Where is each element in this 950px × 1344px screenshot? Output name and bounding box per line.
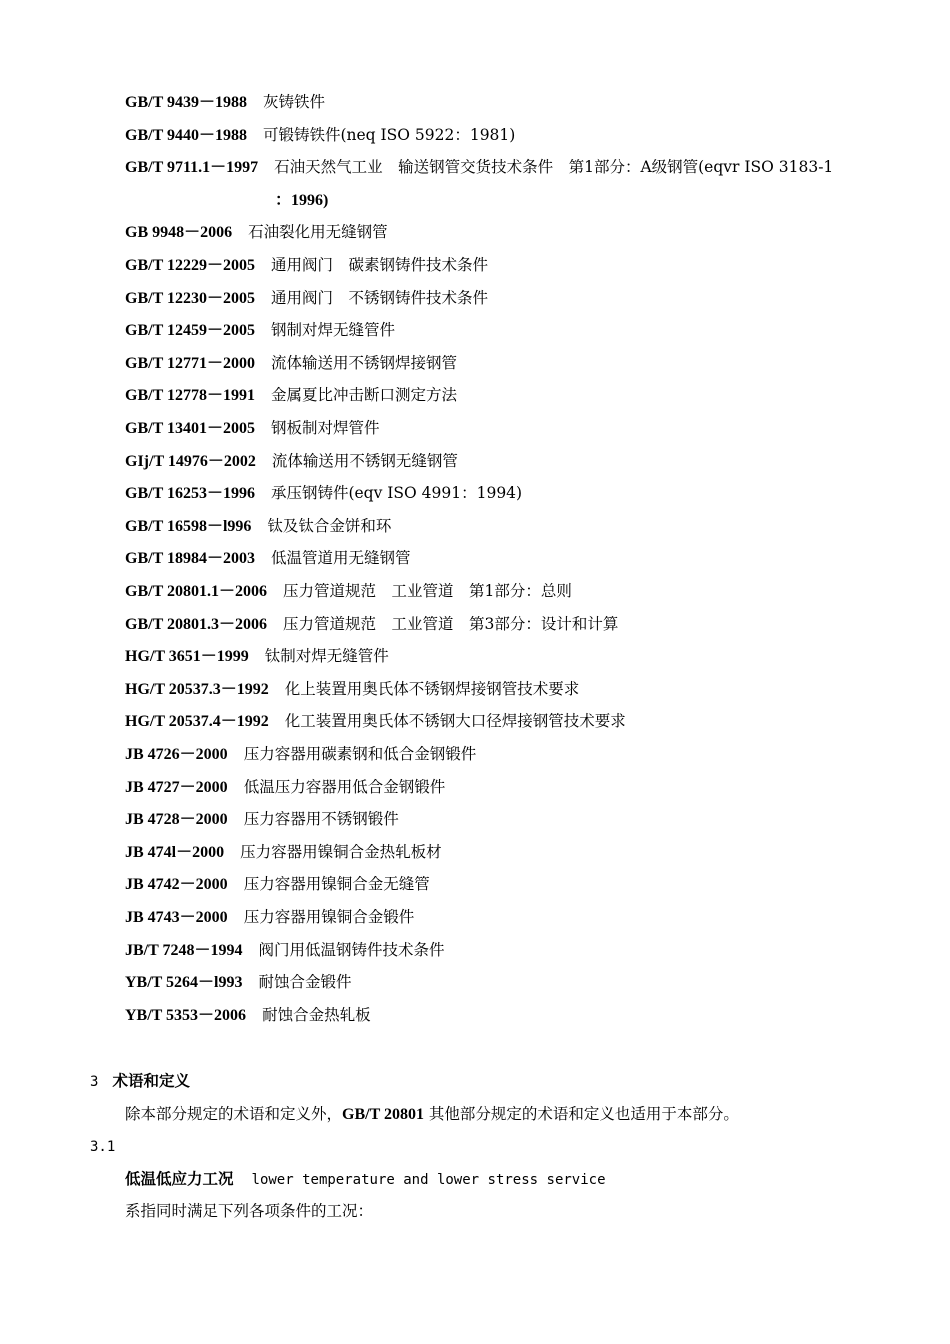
reference-item xyxy=(125,255,488,276)
reference-code: HG/T 20537.4－1992 xyxy=(125,713,269,730)
reference-code: HG/T 20537.3－1992 xyxy=(125,681,269,698)
section-intro xyxy=(125,1104,739,1125)
reference-title: 金属夏比冲击断口测定方法 xyxy=(270,386,457,404)
term-definition: 系指同时满足下列各项条件的工况： xyxy=(125,1202,374,1220)
reference-item xyxy=(125,581,572,602)
section-title: 术语和定义 xyxy=(112,1071,190,1090)
intro-standard-code: GB/T 20801 xyxy=(342,1106,424,1123)
reference-title: 耐蚀合金热轧板 xyxy=(262,1006,371,1024)
reference-item xyxy=(125,907,414,928)
reference-code: JB 4727－2000 xyxy=(125,779,228,796)
reference-item xyxy=(125,874,430,895)
reference-item xyxy=(125,516,391,537)
reference-item xyxy=(125,646,389,667)
reference-code: GB/T 20801.3－2006 xyxy=(125,616,267,633)
reference-code: GB/T 12771－2000 xyxy=(125,355,255,372)
reference-title: 钢制对焊无缝管件 xyxy=(270,321,395,339)
reference-item xyxy=(125,679,579,700)
reference-code: GB/T 12229－2005 xyxy=(125,257,255,274)
reference-title: 流体输送用不锈钢无缝钢管 xyxy=(271,452,458,470)
reference-title: 阀门用低温钢铸件技术条件 xyxy=(258,941,445,959)
reference-code: GB/T 16253－1996 xyxy=(125,485,255,502)
reference-item xyxy=(125,92,325,113)
reference-code: JB 4728－2000 xyxy=(125,811,228,828)
reference-title: 灰铸铁件 xyxy=(262,93,325,111)
reference-item xyxy=(125,451,458,472)
reference-code: JB 4743－2000 xyxy=(125,909,228,926)
reference-code: JB 4742－2000 xyxy=(125,876,228,893)
reference-title: 钛及钛合金饼和环 xyxy=(267,517,392,535)
reference-title: 压力容器用不锈钢锻件 xyxy=(243,810,399,828)
reference-item xyxy=(125,809,399,830)
term-chinese: 低温低应力工况 xyxy=(125,1169,234,1188)
reference-item xyxy=(125,777,445,798)
reference-code: HG/T 3651－1999 xyxy=(125,648,249,665)
reference-item xyxy=(125,940,445,961)
reference-item xyxy=(125,125,515,146)
reference-title: 承压钢铸件(eqv ISO 4991：1994) xyxy=(270,484,523,502)
reference-title: 压力容器用镍铜合金锻件 xyxy=(243,908,415,926)
reference-code: GB/T 9440－1988 xyxy=(125,127,247,144)
reference-title: 可锻铸铁件(neq ISO 5922：1981) xyxy=(262,126,516,144)
reference-code: GB/T 18984－2003 xyxy=(125,550,255,567)
reference-title: 压力容器用碳素钢和低合金钢锻件 xyxy=(243,745,477,763)
reference-code: GB/T 9439－1988 xyxy=(125,94,247,111)
reference-title: 压力容器用镍铜合金热轧板材 xyxy=(240,843,442,861)
reference-title: 流体输送用不锈钢焊接钢管 xyxy=(270,354,457,372)
continuation-text: ：1996) xyxy=(275,192,329,209)
reference-item xyxy=(125,288,488,309)
reference-item xyxy=(125,711,626,732)
reference-title: 耐蚀合金锻件 xyxy=(258,973,352,991)
reference-item xyxy=(125,744,476,765)
reference-item xyxy=(125,320,395,341)
reference-title: 石油天然气工业 输送钢管交货技术条件 第1部分：A级钢管(eqvr ISO 3183-1 xyxy=(274,158,834,176)
reference-item xyxy=(125,222,388,243)
reference-code: GB/T 16598－l996 xyxy=(125,518,252,535)
reference-item xyxy=(125,1005,371,1026)
section-heading xyxy=(90,1071,190,1092)
reference-code: GB 9948－2006 xyxy=(125,224,233,241)
reference-title: 压力管道规范 工业管道 第3部分：设计和计算 xyxy=(282,615,619,633)
reference-code: GB/T 13401－2005 xyxy=(125,420,255,437)
section-number: 3 xyxy=(90,1074,99,1090)
reference-title: 低温压力容器用低合金钢锻件 xyxy=(243,778,446,796)
reference-title: 钛制对焊无缝管件 xyxy=(264,647,389,665)
reference-item xyxy=(125,842,442,863)
clause-number: 3.1 xyxy=(90,1139,116,1155)
reference-title: 压力容器用镍铜合金无缝管 xyxy=(243,875,430,893)
reference-code: GB/T 12230－2005 xyxy=(125,290,255,307)
reference-code: GB/T 20801.1－2006 xyxy=(125,583,267,600)
reference-item xyxy=(125,418,379,439)
reference-code: YB/T 5264－l993 xyxy=(125,974,243,991)
reference-title: 石油裂化用无缝钢管 xyxy=(248,223,388,241)
reference-item xyxy=(125,353,457,374)
reference-title: 压力管道规范 工业管道 第1部分：总则 xyxy=(282,582,572,600)
reference-title: 钢板制对焊管件 xyxy=(270,419,380,437)
reference-code: YB/T 5353－2006 xyxy=(125,1007,247,1024)
reference-item xyxy=(125,614,618,635)
reference-code: JB 474l－2000 xyxy=(125,844,225,861)
reference-title: 通用阀门 碳素钢铸件技术条件 xyxy=(270,256,488,274)
reference-item xyxy=(125,385,457,406)
reference-code: JB/T 7248－1994 xyxy=(125,942,243,959)
term-english: lower temperature and lower stress service xyxy=(251,1172,606,1188)
reference-item xyxy=(125,972,352,993)
intro-text-after: 其他部分规定的术语和定义也适用于本部分。 xyxy=(423,1105,739,1123)
intro-text-before: 除本部分规定的术语和定义外， xyxy=(125,1105,343,1123)
reference-title: 化工装置用奥氏体不锈钢大口径焊接钢管技术要求 xyxy=(284,712,626,730)
reference-item xyxy=(125,548,410,569)
reference-title: 化上装置用奥氏体不锈钢焊接钢管技术要求 xyxy=(284,680,580,698)
reference-code: JB 4726－2000 xyxy=(125,746,228,763)
reference-title: 低温管道用无缝钢管 xyxy=(270,549,411,567)
reference-title-continuation xyxy=(275,190,328,211)
reference-item xyxy=(125,483,522,504)
reference-item xyxy=(125,157,833,178)
reference-code: GB/T 9711.1－1997 xyxy=(125,159,259,176)
term-line xyxy=(125,1169,606,1190)
reference-title: 通用阀门 不锈钢铸件技术条件 xyxy=(270,289,488,307)
reference-code: GB/T 12459－2005 xyxy=(125,322,255,339)
reference-code: GIj/T 14976－2002 xyxy=(125,453,256,470)
reference-code: GB/T 12778－1991 xyxy=(125,387,255,404)
